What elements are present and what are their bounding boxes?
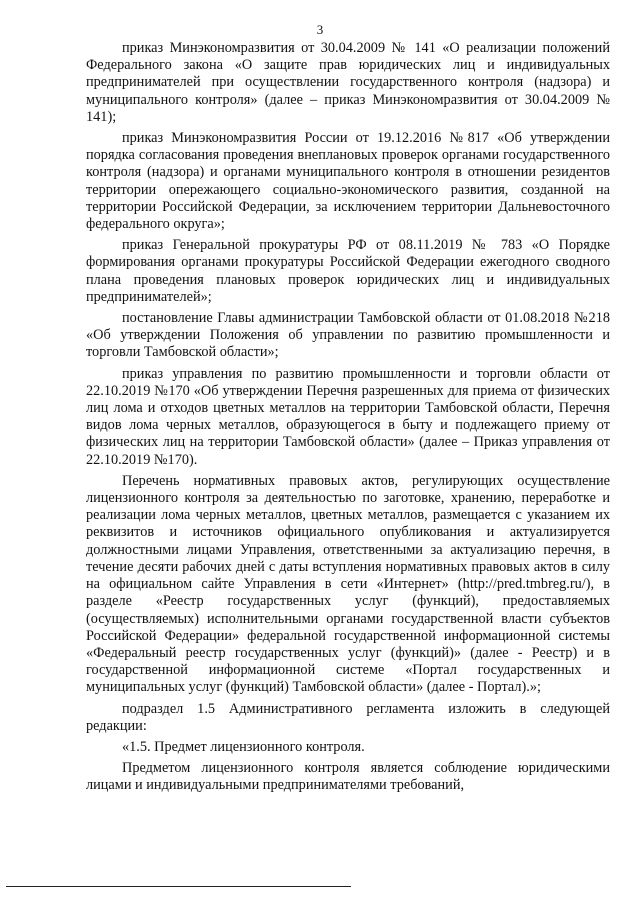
paragraph-order-783: приказ Генеральной прокуратуры РФ от 08.11.2019 № 783 «О Порядке формирования органами прокуратуры Российской Федерации ежегодного сводного плана проведения плановых проверок юридических лиц и индивидуальных предпринимателей»; [86, 237, 610, 305]
paragraph-subject-of-control: Предметом лицензионного контроля является соблюдение юридическими лицами и индивидуальными предпринимателями требований, [86, 760, 610, 794]
paragraph-acts-list: Перечень нормативных правовых актов, регулирующих осуществление лицензионного контроля за деятельностью по заготовке, хранению, переработке и реализации лома черных металлов, цветных металлов, размещается с указанием их реквизитов и источников официального опубликования и актуализируется должностными лицами Управления, ответственными за актуализацию перечня, в течение десяти рабочих дней с даты вступления нормативных правовых актов в силу на официальном сайте Управления в сети «Интернет» (http://pred.tmbreg.ru/), в разделе «Реестр государственных услуг (функций), предоставляемых (осуществляемых) исполнительными органами государственной власти субъектов Российской Федерации» федеральной государственной информационной системы «Федеральный реестр государственных услуг (функций)» (далее - Реестр) и в государственной информационной системе «Портал государственных и муниципальных услуг (функций) Тамбовской области» (далее - Портал).»; [86, 472, 610, 696]
paragraph-subsection-1-5: подраздел 1.5 Административного регламента изложить в следующей редакции: [86, 700, 610, 734]
document-body [86, 40, 610, 799]
paragraph-order-170: приказ управления по развитию промышленности и торговли области от 22.10.2019 №170 «Об утверждении Перечня разрешенных для приема от физических лиц лома и отходов цветных металлов на территории Тамбовской области, Перечня видов лома черных металлов, образующегося в быту и подлежащего приему от физических лиц на территории Тамбовской области» (далее – Приказ управления от 22.10.2019 №170). [86, 365, 610, 468]
footnote-rule [6, 886, 351, 887]
paragraph-resolution-218: постановление Главы администрации Тамбовской области от 01.08.2018 №218 «Об утверждении Положения об управлении по развитию промышленности и торговли Тамбовской области»; [86, 310, 610, 361]
paragraph-section-heading: «1.5. Предмет лицензионного контроля. [122, 738, 365, 755]
paragraph-order-817: приказ Минэкономразвития России от 19.12.2016 №817 «Об утверждении порядка согласования проведения внеплановых проверок органами государственного контроля (надзора) и органами муниципального контроля в отношении резидентов территории опережающего социально-экономического развития, созданной на территории Российской Федерации, за исключением территории Дальневосточного федерального округа»; [86, 130, 610, 233]
paragraph-order-141: приказ Минэкономразвития от 30.04.2009 № 141 «О реализации положений Федерального закона «О защите прав юридических лиц и индивидуальных предпринимателей при осуществлении государственного контроля (надзора) и муниципального контроля» (далее – приказ Минэкономразвития от 30.04.2009 № 141); [86, 40, 610, 125]
page-number: 3 [316, 22, 324, 37]
